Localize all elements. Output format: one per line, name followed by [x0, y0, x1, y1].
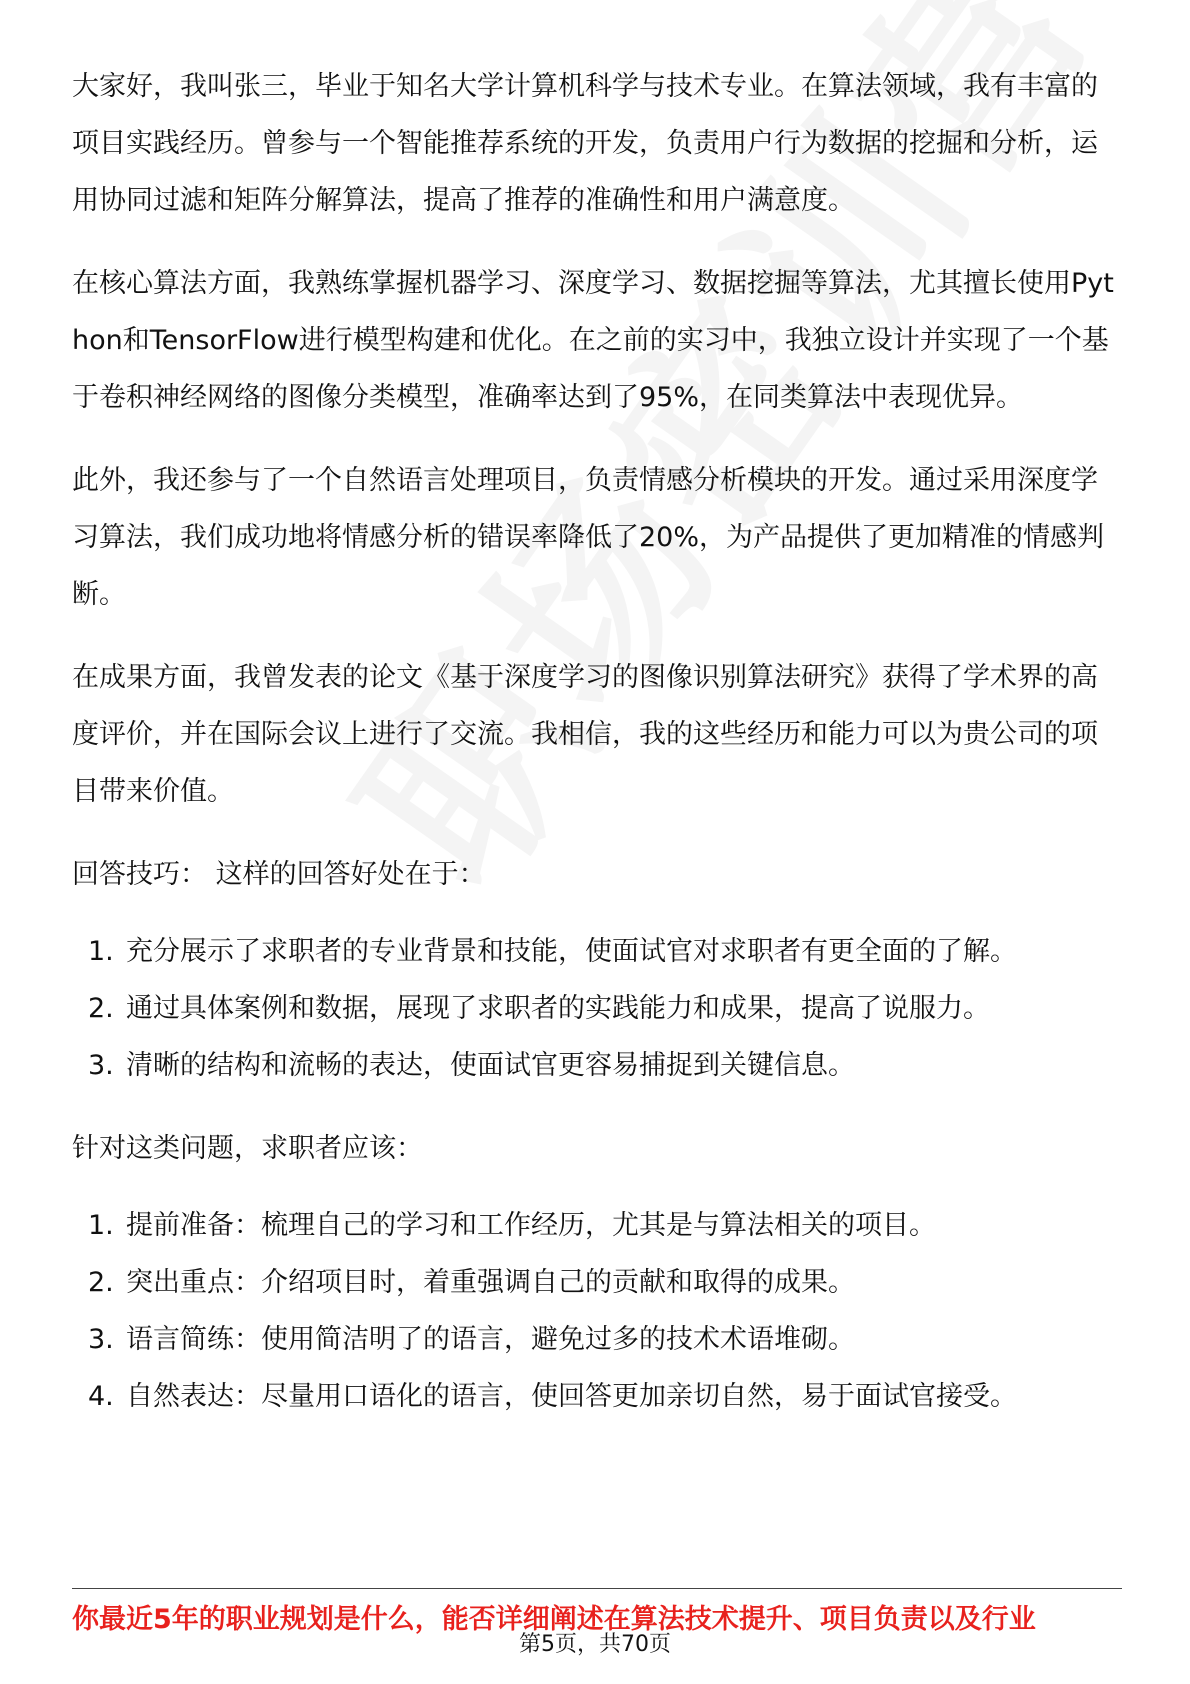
list-item-text: 充分展示了求职者的专业背景和技能，使面试官对求职者有更全面的了解。: [126, 936, 1017, 967]
paragraph-achievements: 在成果方面，我曾发表的论文《基于深度学习的图像识别算法研究》获得了学术界的高度评价，并在国际会议上进行了交流。我相信，我的这些经历和能力可以为贵公司的项目带来价值。: [72, 662, 1098, 807]
document-body: [72, 58, 1122, 1451]
list-item: [72, 980, 1122, 1037]
list-item-text: 语言简练：使用简洁明了的语言，避免过多的技术术语堆砌。: [126, 1324, 855, 1355]
advice-list: [72, 1197, 1122, 1425]
list-item-text: 清晰的结构和流畅的表达，使面试官更容易捕捉到关键信息。: [126, 1050, 855, 1081]
list-item: [72, 1254, 1122, 1311]
list-number: 3.: [88, 1050, 114, 1081]
divider: [72, 1588, 1122, 1589]
list-item: [72, 1037, 1122, 1094]
tips-list: [72, 923, 1122, 1094]
advice-heading: 针对这类问题，求职者应该：: [72, 1133, 423, 1164]
list-number: 1.: [88, 1210, 114, 1241]
list-item-text: 通过具体案例和数据，展现了求职者的实践能力和成果，提高了说服力。: [126, 993, 990, 1024]
list-number: 3.: [88, 1324, 114, 1355]
list-item: [72, 1311, 1122, 1368]
page-number: 第5页，共70页: [519, 1632, 671, 1657]
list-number: 1.: [88, 936, 114, 967]
list-item: [72, 1368, 1122, 1425]
paragraph-core-algorithms: 在核心算法方面，我熟练掌握机器学习、深度学习、数据挖掘等算法，尤其擅长使用Python和TensorFlow进行模型构建和优化。在之前的实习中，我独立设计并实现了一个基于卷积神经网络的图像分类模型，准确率达到了95%，在同类算法中表现优异。: [72, 268, 1114, 413]
list-item: [72, 1197, 1122, 1254]
list-item: [72, 923, 1122, 980]
paragraph-nlp-project: 此外，我还参与了一个自然语言处理项目，负责情感分析模块的开发。通过采用深度学习算法，我们成功地将情感分析的错误率降低了20%，为产品提供了更加精准的情感判断。: [72, 465, 1105, 610]
list-item-text: 提前准备：梳理自己的学习和工作经历，尤其是与算法相关的项目。: [126, 1210, 936, 1241]
paragraph-intro: 大家好，我叫张三，毕业于知名大学计算机科学与技术专业。在算法领域，我有丰富的项目实践经历。曾参与一个智能推荐系统的开发，负责用户行为数据的挖掘和分析，运用协同过滤和矩阵分解算法，提高了推荐的准确性和用户满意度。: [72, 71, 1098, 216]
next-question-heading: 你最近5年的职业规划是什么，能否详细阐述在算法技术提升、项目负责以及行业: [72, 1604, 1036, 1635]
list-item-text: 自然表达：尽量用口语化的语言，使回答更加亲切自然，易于面试官接受。: [126, 1381, 1017, 1412]
list-number: 2.: [88, 993, 114, 1024]
list-number: 2.: [88, 1267, 114, 1298]
tips-heading: 回答技巧： 这样的回答好处在于：: [72, 859, 486, 890]
list-number: 4.: [88, 1381, 114, 1412]
list-item-text: 突出重点：介绍项目时，着重强调自己的贡献和取得的成果。: [126, 1267, 855, 1298]
